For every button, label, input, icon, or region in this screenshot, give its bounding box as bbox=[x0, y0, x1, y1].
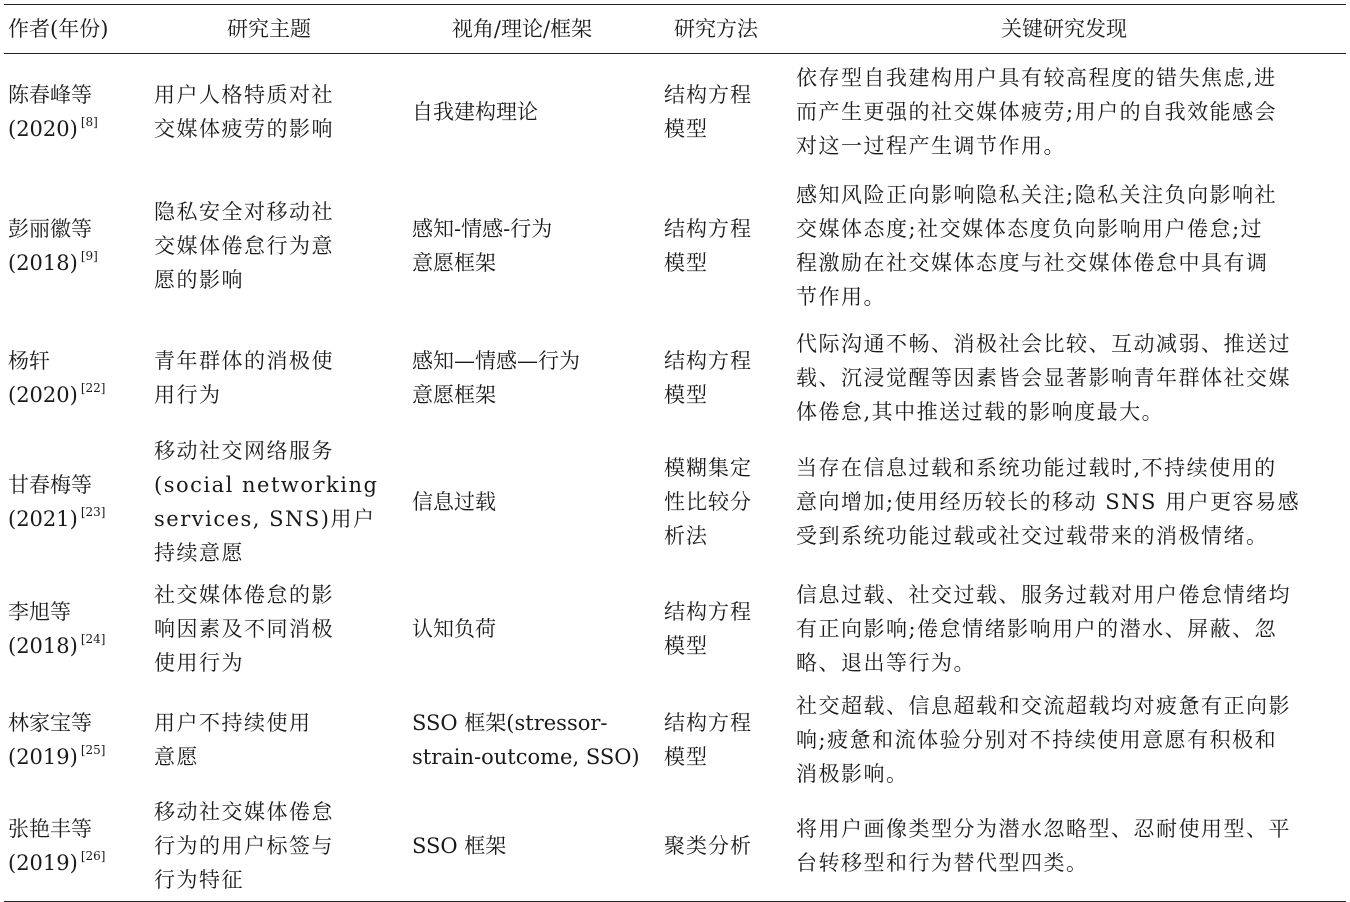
col-header-author: 作者(年份) bbox=[8, 17, 109, 41]
findings-cell bbox=[782, 570, 1346, 688]
author-year-line bbox=[8, 246, 140, 280]
topic-line: 行为特征 bbox=[154, 868, 244, 893]
author-year: (2018) bbox=[8, 250, 78, 275]
theory-line: 认知负荷 bbox=[412, 616, 496, 641]
reference-number: [9] bbox=[80, 248, 98, 263]
topic-cell bbox=[144, 570, 394, 688]
author-cell bbox=[4, 570, 144, 688]
topic-line: 使用行为 bbox=[154, 650, 244, 675]
theory-cell bbox=[394, 322, 650, 434]
findings-line: 略、退出等行为。 bbox=[796, 650, 976, 675]
author-year: (2021) bbox=[8, 506, 78, 531]
findings-line: 代际沟通不畅、消极社会比较、互动减弱、推送过 bbox=[796, 331, 1291, 356]
header-row bbox=[4, 5, 1346, 54]
method-line: 模型 bbox=[664, 633, 708, 658]
col-header-findings: 关键研究发现 bbox=[1001, 17, 1127, 41]
literature-review-table bbox=[4, 4, 1346, 902]
author-year-line bbox=[8, 378, 140, 412]
findings-line: 有正向影响;倦怠情绪影响用户的潜水、屏蔽、忽 bbox=[796, 616, 1278, 641]
topic-cell bbox=[144, 434, 394, 570]
table-row bbox=[4, 570, 1346, 688]
topic-cell bbox=[144, 688, 394, 792]
method-cell bbox=[650, 570, 782, 688]
method-line: 模型 bbox=[664, 744, 708, 769]
reference-number: [26] bbox=[80, 849, 106, 864]
method-line: 结构方程 bbox=[664, 710, 752, 735]
findings-cell bbox=[782, 54, 1346, 170]
table-row bbox=[4, 792, 1346, 902]
method-cell bbox=[650, 54, 782, 170]
topic-line: 响因素及不同消极 bbox=[154, 616, 334, 641]
topic-line: services, SNS)用户 bbox=[154, 506, 376, 531]
theory-cell bbox=[394, 792, 650, 902]
method-line: 结构方程 bbox=[664, 82, 752, 107]
method-line: 模型 bbox=[664, 250, 708, 275]
author-year-line bbox=[8, 112, 140, 146]
method-line: 聚类分析 bbox=[664, 834, 752, 859]
author-name: 张艳丰等 bbox=[8, 817, 92, 842]
topic-line: 交媒体疲劳的影响 bbox=[154, 116, 334, 141]
author-year: (2019) bbox=[8, 744, 78, 769]
col-header-topic: 研究主题 bbox=[227, 17, 311, 41]
author-year-line bbox=[8, 740, 140, 774]
topic-cell bbox=[144, 54, 394, 170]
method-cell bbox=[650, 792, 782, 902]
topic-cell bbox=[144, 322, 394, 434]
author-cell bbox=[4, 54, 144, 170]
reference-number: [25] bbox=[80, 742, 106, 757]
method-line: 模糊集定 bbox=[664, 455, 752, 480]
theory-cell bbox=[394, 570, 650, 688]
reference-number: [24] bbox=[80, 631, 106, 646]
topic-line: 用户人格特质对社 bbox=[154, 82, 334, 107]
findings-cell bbox=[782, 792, 1346, 902]
theory-line: strain-outcome, SSO) bbox=[412, 744, 640, 769]
theory-line: 意愿框架 bbox=[412, 382, 496, 407]
table-row bbox=[4, 434, 1346, 570]
author-name: 杨轩 bbox=[8, 348, 50, 373]
topic-line: 隐私安全对移动社 bbox=[154, 199, 334, 224]
theory-line: 感知—情感—行为 bbox=[412, 348, 580, 373]
method-cell bbox=[650, 322, 782, 434]
findings-line: 对这一过程产生调节作用。 bbox=[796, 133, 1066, 158]
author-year: (2020) bbox=[8, 382, 78, 407]
author-cell bbox=[4, 434, 144, 570]
author-cell bbox=[4, 792, 144, 902]
theory-line: SSO 框架 bbox=[412, 834, 507, 859]
findings-cell bbox=[782, 434, 1346, 570]
findings-line: 交媒体态度;社交媒体态度负向影响用户倦怠;过 bbox=[796, 216, 1264, 241]
topic-line: 交媒体倦怠行为意 bbox=[154, 233, 334, 258]
theory-cell bbox=[394, 688, 650, 792]
findings-line: 而产生更强的社交媒体疲劳;用户的自我效能感会 bbox=[796, 99, 1278, 124]
method-line: 模型 bbox=[664, 116, 708, 141]
method-line: 析法 bbox=[664, 523, 708, 548]
author-year-line bbox=[8, 629, 140, 663]
topic-line: 意愿 bbox=[154, 744, 199, 769]
method-cell bbox=[650, 170, 782, 322]
theory-cell bbox=[394, 170, 650, 322]
author-name: 李旭等 bbox=[8, 599, 71, 624]
findings-line: 信息过载、社交过载、服务过载对用户倦怠情绪均 bbox=[796, 582, 1291, 607]
findings-line: 消极影响。 bbox=[796, 761, 909, 786]
findings-line: 节作用。 bbox=[796, 284, 886, 309]
method-line: 结构方程 bbox=[664, 348, 752, 373]
author-cell bbox=[4, 170, 144, 322]
topic-line: 移动社交网络服务 bbox=[154, 438, 334, 463]
findings-line: 台转移型和行为替代型四类。 bbox=[796, 851, 1089, 876]
topic-line: 社交媒体倦怠的影 bbox=[154, 582, 334, 607]
author-year: (2020) bbox=[8, 116, 78, 141]
author-cell bbox=[4, 688, 144, 792]
findings-cell bbox=[782, 322, 1346, 434]
findings-line: 社交超载、信息超载和交流超载均对疲惫有正向影 bbox=[796, 693, 1291, 718]
author-name: 陈春峰等 bbox=[8, 82, 92, 107]
reference-number: [23] bbox=[80, 504, 106, 519]
table-row bbox=[4, 54, 1346, 170]
reference-number: [22] bbox=[80, 380, 106, 395]
author-year-line bbox=[8, 846, 140, 880]
findings-line: 响;疲惫和流体验分别对不持续使用意愿有积极和 bbox=[796, 727, 1278, 752]
topic-line: 愿的影响 bbox=[154, 267, 244, 292]
findings-line: 体倦怠,其中推送过载的影响度最大。 bbox=[796, 399, 1165, 424]
author-name: 甘春梅等 bbox=[8, 472, 92, 497]
theory-line: 感知-情感-行为 bbox=[412, 216, 553, 241]
findings-line: 感知风险正向影响隐私关注;隐私关注负向影响社 bbox=[796, 182, 1278, 207]
topic-line: 行为的用户标签与 bbox=[154, 834, 334, 859]
findings-line: 载、沉浸觉醒等因素皆会显著影响青年群体社交媒 bbox=[796, 365, 1291, 390]
author-name: 彭丽徽等 bbox=[8, 216, 92, 241]
findings-line: 受到系统功能过载或社交过载带来的消极情绪。 bbox=[796, 523, 1269, 548]
topic-line: 用户不持续使用 bbox=[154, 710, 312, 735]
topic-line: 持续意愿 bbox=[154, 540, 244, 565]
theory-cell bbox=[394, 434, 650, 570]
col-header-theory: 视角/理论/框架 bbox=[451, 17, 593, 41]
findings-cell bbox=[782, 170, 1346, 322]
theory-line: SSO 框架(stressor- bbox=[412, 710, 608, 735]
method-line: 结构方程 bbox=[664, 599, 752, 624]
table-row bbox=[4, 688, 1346, 792]
theory-cell bbox=[394, 54, 650, 170]
topic-line: (social networking bbox=[154, 472, 379, 497]
findings-line: 意向增加;使用经历较长的移动 SNS 用户更容易感 bbox=[796, 489, 1301, 514]
author-year-line bbox=[8, 502, 140, 536]
author-name: 林家宝等 bbox=[8, 710, 92, 735]
findings-line: 程激励在社交媒体态度与社交媒体倦怠中具有调 bbox=[796, 250, 1269, 275]
author-year: (2019) bbox=[8, 851, 78, 876]
findings-line: 当存在信息过载和系统功能过载时,不持续使用的 bbox=[796, 455, 1277, 480]
method-line: 模型 bbox=[664, 382, 708, 407]
method-cell bbox=[650, 434, 782, 570]
topic-cell bbox=[144, 170, 394, 322]
topic-line: 移动社交媒体倦怠 bbox=[154, 800, 334, 825]
topic-line: 用行为 bbox=[154, 382, 222, 407]
author-cell bbox=[4, 322, 144, 434]
theory-line: 自我建构理论 bbox=[412, 99, 538, 124]
findings-line: 依存型自我建构用户具有较高程度的错失焦虑,进 bbox=[796, 65, 1277, 90]
findings-cell bbox=[782, 688, 1346, 792]
method-line: 性比较分 bbox=[664, 489, 752, 514]
table-row bbox=[4, 322, 1346, 434]
method-cell bbox=[650, 688, 782, 792]
author-year: (2018) bbox=[8, 633, 78, 658]
theory-line: 意愿框架 bbox=[412, 250, 496, 275]
reference-number: [8] bbox=[80, 114, 98, 129]
findings-line: 将用户画像类型分为潜水忽略型、忍耐使用型、平 bbox=[796, 817, 1291, 842]
method-line: 结构方程 bbox=[664, 216, 752, 241]
col-header-method: 研究方法 bbox=[674, 17, 758, 41]
theory-line: 信息过载 bbox=[412, 489, 496, 514]
table-body bbox=[4, 54, 1346, 902]
topic-line: 青年群体的消极使 bbox=[154, 348, 334, 373]
table-row bbox=[4, 170, 1346, 322]
topic-cell bbox=[144, 792, 394, 902]
